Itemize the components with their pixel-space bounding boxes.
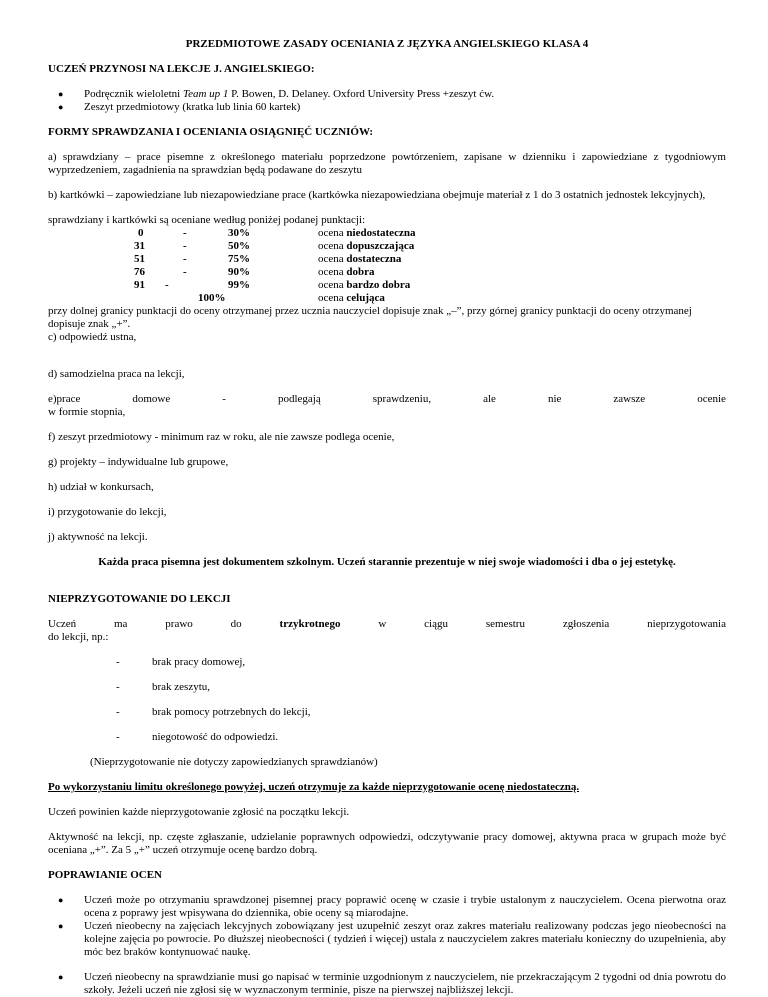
forms-item-h: h) udział w konkursach,: [48, 481, 154, 493]
unprepared-item: - niegotowość do odpowiedzi.: [116, 731, 279, 743]
scale-note: przy dolnej granicy punktacji do oceny otrzymanej przez ucznia nauczyciel dopisuje znak „–”, przy górnej granicy punktacji do oceny otrzymanej dopisuje znak „+”.: [48, 305, 692, 330]
scale-dash: -: [183, 266, 187, 278]
forms-item-e-cont: w formie stopnia,: [48, 406, 126, 418]
grading-scale: [48, 227, 726, 305]
scale-from: 76: [134, 266, 145, 278]
bring-item-1: ● Podręcznik wieloletni Team up 1 P. Bowen, D. Delaney. Oxford University Press +zeszyt ćw.: [58, 88, 495, 100]
unprepared-note: (Nieprzygotowanie nie dotyczy zapowiedzianych sprawdzianów): [90, 756, 378, 768]
forms-item-g: g) projekty – indywidualne lub grupowe,: [48, 456, 229, 468]
unprepared-item: - brak zeszytu,: [116, 681, 211, 693]
scale-from: 91: [134, 279, 145, 291]
scale-to: 100%: [198, 292, 226, 304]
unprepared-report: Uczeń powinien każde nieprzygotowanie zgłosić na początku lekcji.: [48, 806, 350, 818]
book-title: Team up 1: [182, 88, 229, 100]
forms-item-c: c) odpowiedź ustna,: [48, 331, 137, 343]
scale-grade: ocena bardzo dobra: [318, 279, 411, 291]
scale-dash: -: [183, 240, 187, 252]
written-work-note: Każda praca pisemna jest dokumentem szkolnym. Uczeń starannie prezentuje w niej swoje wiadomości i dba o jej estetykę.: [98, 556, 676, 568]
unprepared-item: - brak pracy domowej,: [116, 656, 246, 668]
scale-from: 31: [134, 240, 145, 252]
forms-item-i: i) przygotowanie do lekcji,: [48, 506, 167, 518]
bullet-icon: ●: [58, 102, 64, 112]
scale-to: 99%: [228, 279, 250, 291]
unprepared-intro-cont: do lekcji, np.:: [48, 631, 109, 643]
scale-to: 75%: [228, 253, 250, 265]
bring-heading: UCZEŃ PRZYNOSI NA LEKCJE J. ANGIELSKIEGO:: [48, 63, 315, 75]
forms-item-b: b) kartkówki – zapowiedziane lub niezapowiedziane prace (kartkówka niezapowiedziana obejmuje materiał z 1 do 3 ostatnich jednostek lekcyjnych),: [48, 189, 706, 201]
scale-grade: ocena niedostateczna: [318, 227, 416, 239]
scale-to: 50%: [228, 240, 250, 252]
scale-grade: ocena dopuszczająca: [318, 240, 415, 252]
forms-item-d: d) samodzielna praca na lekcji,: [48, 368, 185, 380]
scale-grade: ocena celująca: [318, 292, 385, 304]
bullet-icon: ●: [58, 972, 64, 982]
unprepared-heading: NIEPRZYGOTOWANIE DO LEKCJI: [48, 593, 231, 605]
activity-rule: Aktywność na lekcji, np. częste zgłaszanie, udzielanie poprawnych odpowiedzi, odczytywanie pracy domowej, aktywna praca w grupach może być oceniana „+”. Za 5 „+” uczeń otrzymuje ocenę bardzo dobrą.: [48, 831, 726, 856]
scale-to: 30%: [228, 227, 250, 239]
forms-item-j: j) aktywność na lekcji.: [48, 531, 148, 543]
unprepared-intro: Uczeń ma prawo do trzykrotnego w ciągu semestru zgłoszenia nieprzygotowania: [48, 618, 726, 630]
forms-item-e: e)prace domowe - podlegają sprawdzeniu, ale nie zawsze ocenie: [48, 393, 726, 405]
bullet-icon: ●: [58, 89, 64, 99]
scale-dash: -: [183, 253, 187, 265]
scale-to: 90%: [228, 266, 250, 278]
scale-dash: -: [183, 227, 187, 239]
improve-heading: POPRAWIANIE OCEN: [48, 869, 162, 881]
scale-dash: -: [165, 279, 169, 291]
forms-item-a: a) sprawdziany – prace pisemne z określonego materiału poprzedzone powtórzeniem, zapisane w dzienniku i zapowiedziane z tygodniowym wyprzedzeniem, zagadnienia na sprawdzian będą podawane do zeszytu: [48, 151, 726, 176]
scale-grade: ocena dobra: [318, 266, 375, 278]
scale-from: 51: [134, 253, 145, 265]
unprepared-item: - brak pomocy potrzebnych do lekcji,: [116, 706, 311, 718]
forms-heading: FORMY SPRAWDZANIA I OCENIANIA OSIĄGNIĘĆ UCZNIÓW:: [48, 126, 374, 138]
bring-item-2: ● Zeszyt przedmiotowy (kratka lub linia 60 kartek): [58, 101, 301, 113]
bullet-icon: ●: [58, 895, 64, 905]
document-title: PRZEDMIOTOWE ZASADY OCENIANIA Z JĘZYKA ANGIELSKIEGO KLASA 4: [185, 38, 589, 50]
scale-from: 0: [138, 227, 144, 239]
unprepared-limit: Po wykorzystaniu limitu określonego powyżej, uczeń otrzymuje za każde nieprzygotowanie ocenę niedostateczną.: [48, 781, 580, 793]
forms-item-f: f) zeszyt przedmiotowy - minimum raz w roku, ale nie zawsze podlega ocenie,: [48, 431, 395, 443]
improve-item-2: ● Uczeń nieobecny na zajęciach lekcyjnych zobowiązany jest uzupełnić zeszyt oraz zakres materiału realizowany podczas jego nieobecności na kolejne zajęcia po powrocie. Po dłuższej nieobecności ( tydzień i więcej) ustala z nauczycielem zakres materiału konieczny do uzupełnienia, aby móc bez braków kontynuować naukę.: [58, 920, 726, 958]
improve-item-1: ● Uczeń może po otrzymaniu sprawdzonej pisemnej pracy poprawić ocenę w czasie i trybie ustalonym z nauczycielem. Ocena pierwotna oraz ocena z poprawy jest wpisywana do dziennika, obie oceny są miarodajne.: [58, 894, 726, 919]
scale-grade: ocena dostateczna: [318, 253, 402, 265]
improve-item-3: ● Uczeń nieobecny na sprawdzianie musi go napisać w terminie uzgodnionym z nauczycielem, nie przekraczającym 2 tygodni od dnia powrotu do szkoły. Jeżeli uczeń nie zgłosi się w wyznaczonym terminie, pisze na pierwszej najbliższej lekcji.: [58, 971, 726, 996]
bullet-icon: ●: [58, 921, 64, 931]
scale-intro: sprawdziany i kartkówki są oceniane według poniżej podanej punktacji:: [48, 214, 366, 226]
document-page: [48, 38, 726, 997]
